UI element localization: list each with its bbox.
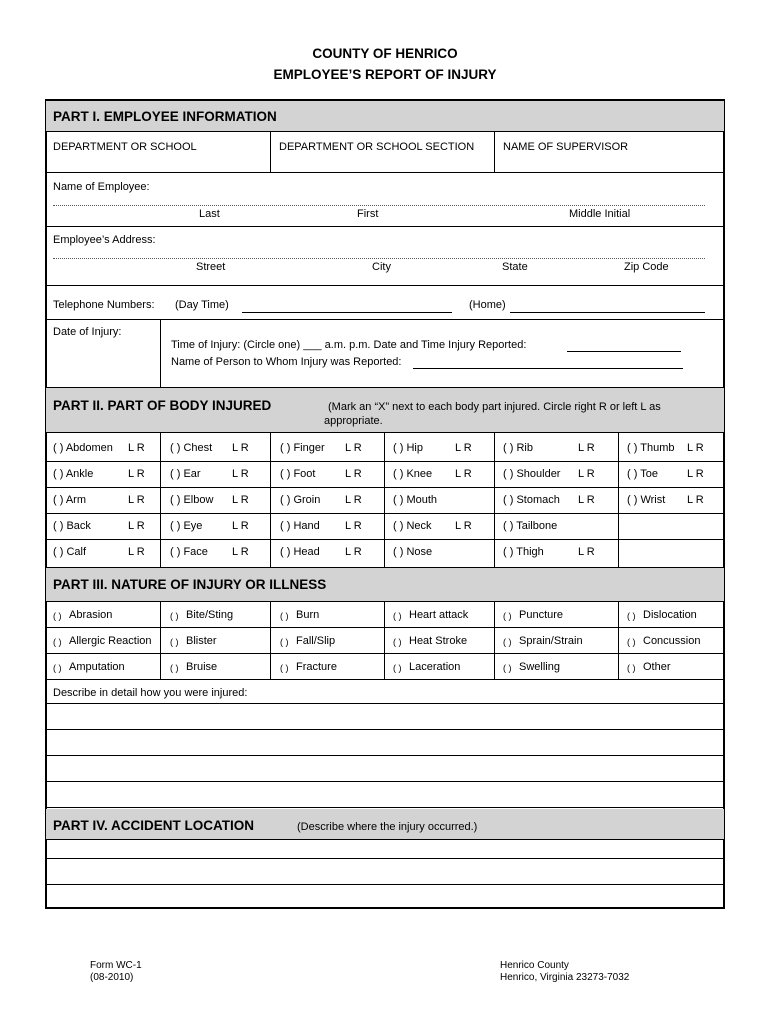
address-line[interactable] (53, 258, 705, 259)
body-part-checkbox[interactable]: ( ) Toe (627, 468, 658, 480)
nature-checkbox[interactable]: ( ) (280, 663, 289, 673)
nature-checkbox[interactable]: ( ) (627, 663, 636, 673)
form-date: (08-2010) (90, 972, 134, 983)
footer-address: Henrico, Virginia 23273-7032 (500, 972, 630, 983)
nature-checkbox[interactable]: ( ) (627, 637, 636, 647)
body-part-checkbox[interactable]: ( ) Back (53, 520, 91, 532)
body-side-choice[interactable]: L R (687, 442, 704, 454)
body-side-choice[interactable]: L R (687, 494, 704, 506)
body-side-choice[interactable]: L R (455, 468, 472, 480)
part2-instruction-cont: appropriate. (324, 415, 383, 427)
nature-option-label: Abrasion (69, 609, 113, 621)
body-side-choice[interactable]: L R (232, 468, 249, 480)
body-side-choice[interactable]: L R (345, 520, 362, 532)
form-frame (45, 99, 725, 909)
body-side-choice[interactable]: L R (578, 494, 595, 506)
form-title: EMPLOYEE’S REPORT OF INJURY (273, 67, 497, 82)
nature-option-label: Other (643, 661, 671, 673)
phone-home-label: (Home) (469, 299, 506, 311)
body-part-checkbox[interactable]: ( ) Neck (393, 520, 432, 532)
body-side-choice[interactable]: L R (578, 546, 595, 558)
body-side-choice[interactable]: L R (128, 546, 145, 558)
body-part-checkbox[interactable]: ( ) Eye (170, 520, 203, 532)
nature-checkbox[interactable]: ( ) (393, 663, 402, 673)
nature-checkbox[interactable]: ( ) (53, 637, 62, 647)
dept-label: DEPARTMENT OR SCHOOL (53, 141, 197, 153)
nature-option-label: Amputation (69, 661, 125, 673)
part1-heading: PART I. EMPLOYEE INFORMATION (53, 109, 277, 124)
nature-option-label: Fall/Slip (296, 635, 336, 647)
body-side-choice[interactable]: L R (232, 494, 249, 506)
body-part-checkbox[interactable]: ( ) Hand (280, 520, 320, 532)
body-part-checkbox[interactable]: ( ) Face (170, 546, 208, 558)
body-part-checkbox[interactable]: ( ) Arm (53, 494, 86, 506)
employee-name-line[interactable] (53, 205, 705, 206)
reported-to-field[interactable] (413, 368, 683, 369)
name-first-caption: First (357, 208, 379, 220)
describe-label: Describe in detail how you were injured: (53, 687, 248, 699)
body-side-choice[interactable]: L R (232, 442, 249, 454)
part4-instruction: (Describe where the injury occurred.) (297, 821, 478, 833)
nature-checkbox[interactable]: ( ) (280, 611, 289, 621)
part3-heading: PART III. NATURE OF INJURY OR ILLNESS (53, 577, 327, 592)
employee-name-label: Name of Employee: (53, 181, 150, 193)
body-part-checkbox[interactable]: ( ) Groin (280, 494, 321, 506)
body-part-checkbox[interactable]: ( ) Abdomen (53, 442, 113, 454)
body-side-choice[interactable]: L R (687, 468, 704, 480)
form-number: Form WC-1 (90, 960, 142, 971)
phone-label: Telephone Numbers: (53, 299, 155, 311)
part2-instruction: (Mark an “X” next to each body part injured. Circle right R or left L as (328, 401, 661, 413)
body-part-checkbox[interactable]: ( ) Shoulder (503, 468, 561, 480)
nature-option-label: Burn (296, 609, 320, 621)
nature-option-label: Bruise (186, 661, 218, 673)
nature-checkbox[interactable]: ( ) (503, 611, 512, 621)
body-side-choice[interactable]: L R (128, 442, 145, 454)
body-part-checkbox[interactable]: ( ) Rib (503, 442, 533, 454)
nature-option-label: Allergic Reaction (69, 635, 152, 647)
body-part-checkbox[interactable]: ( ) Foot (280, 468, 316, 480)
body-part-checkbox[interactable]: ( ) Head (280, 546, 320, 558)
footer-org: Henrico County (500, 960, 569, 971)
body-side-choice[interactable]: L R (578, 468, 595, 480)
body-part-checkbox[interactable]: ( ) Chest (170, 442, 213, 454)
body-part-checkbox[interactable]: ( ) Wrist (627, 494, 666, 506)
supervisor-label: NAME OF SUPERVISOR (503, 141, 629, 153)
nature-option-label: Sprain/Strain (519, 635, 583, 647)
phone-day-label: (Day Time) (175, 299, 229, 311)
body-side-choice[interactable]: L R (128, 520, 145, 532)
nature-option-label: Heart attack (409, 609, 469, 621)
nature-checkbox[interactable]: ( ) (170, 663, 179, 673)
body-side-choice[interactable]: L R (345, 442, 362, 454)
nature-checkbox[interactable]: ( ) (503, 637, 512, 647)
name-middle-caption: Middle Initial (569, 208, 631, 220)
addr-state-caption: State (502, 261, 528, 273)
body-side-choice[interactable]: L R (128, 468, 145, 480)
nature-option-label: Bite/Sting (186, 609, 234, 621)
date-of-injury-label: Date of Injury: (53, 326, 122, 338)
nature-checkbox[interactable]: ( ) (170, 637, 179, 647)
body-part-checkbox[interactable]: ( ) Finger (280, 442, 325, 454)
body-part-checkbox[interactable]: ( ) Thigh (503, 546, 544, 558)
date-reported-field[interactable] (567, 351, 681, 352)
body-part-checkbox[interactable]: ( ) Ankle (53, 468, 94, 480)
nature-option-label: Laceration (409, 661, 461, 673)
body-part-checkbox[interactable]: ( ) Tailbone (503, 520, 558, 532)
nature-option-label: Fracture (296, 661, 337, 673)
address-label: Employee’s Address: (53, 234, 156, 246)
body-part-checkbox[interactable]: ( ) Knee (393, 468, 433, 480)
body-side-choice[interactable]: L R (345, 494, 362, 506)
nature-checkbox[interactable]: ( ) (280, 637, 289, 647)
nature-option-label: Concussion (643, 635, 701, 647)
dept-section-label: DEPARTMENT OR SCHOOL SECTION (279, 141, 475, 153)
nature-checkbox[interactable]: ( ) (627, 611, 636, 621)
body-part-checkbox[interactable]: ( ) Stomach (503, 494, 560, 506)
time-of-injury-line: Time of Injury: (Circle one) ___ a.m. p.m. Date and Time Injury Reported: (171, 339, 527, 351)
body-part-checkbox[interactable]: ( ) Hip (393, 442, 423, 454)
nature-option-label: Blister (186, 635, 217, 647)
body-side-choice[interactable]: L R (128, 494, 145, 506)
body-side-choice[interactable]: L R (455, 442, 472, 454)
nature-option-label: Swelling (519, 661, 560, 673)
body-side-choice[interactable]: L R (578, 442, 595, 454)
nature-checkbox[interactable]: ( ) (393, 637, 402, 647)
phone-home-field[interactable] (510, 312, 705, 313)
name-last-caption: Last (199, 208, 220, 220)
body-part-checkbox[interactable]: ( ) Mouth (393, 494, 438, 506)
part4-heading: PART IV. ACCIDENT LOCATION (53, 818, 255, 833)
addr-zip-caption: Zip Code (624, 261, 669, 273)
body-side-choice[interactable]: L R (232, 520, 249, 532)
body-side-choice[interactable]: L R (345, 546, 362, 558)
body-part-checkbox[interactable]: ( ) Calf (53, 546, 86, 558)
reported-to-label: Name of Person to Whom Injury was Reported: (171, 356, 402, 368)
nature-checkbox[interactable]: ( ) (170, 611, 179, 621)
nature-checkbox[interactable]: ( ) (53, 611, 62, 621)
county-title: COUNTY OF HENRICO (312, 46, 458, 61)
nature-checkbox[interactable]: ( ) (503, 663, 512, 673)
body-side-choice[interactable]: L R (455, 520, 472, 532)
nature-option-label: Heat Stroke (409, 635, 468, 647)
part2-heading: PART II. PART OF BODY INJURED (53, 398, 272, 413)
addr-city-caption: City (372, 261, 391, 273)
nature-option-label: Dislocation (643, 609, 697, 621)
body-side-choice[interactable]: L R (232, 546, 249, 558)
body-part-checkbox[interactable]: ( ) Nose (393, 546, 433, 558)
nature-checkbox[interactable]: ( ) (393, 611, 402, 621)
body-part-checkbox[interactable]: ( ) Thumb (627, 442, 675, 454)
body-side-choice[interactable]: L R (345, 468, 362, 480)
body-part-checkbox[interactable]: ( ) Ear (170, 468, 201, 480)
nature-option-label: Puncture (519, 609, 564, 621)
addr-street-caption: Street (196, 261, 226, 273)
body-part-checkbox[interactable]: ( ) Elbow (170, 494, 214, 506)
phone-day-field[interactable] (242, 312, 452, 313)
nature-checkbox[interactable]: ( ) (53, 663, 62, 673)
